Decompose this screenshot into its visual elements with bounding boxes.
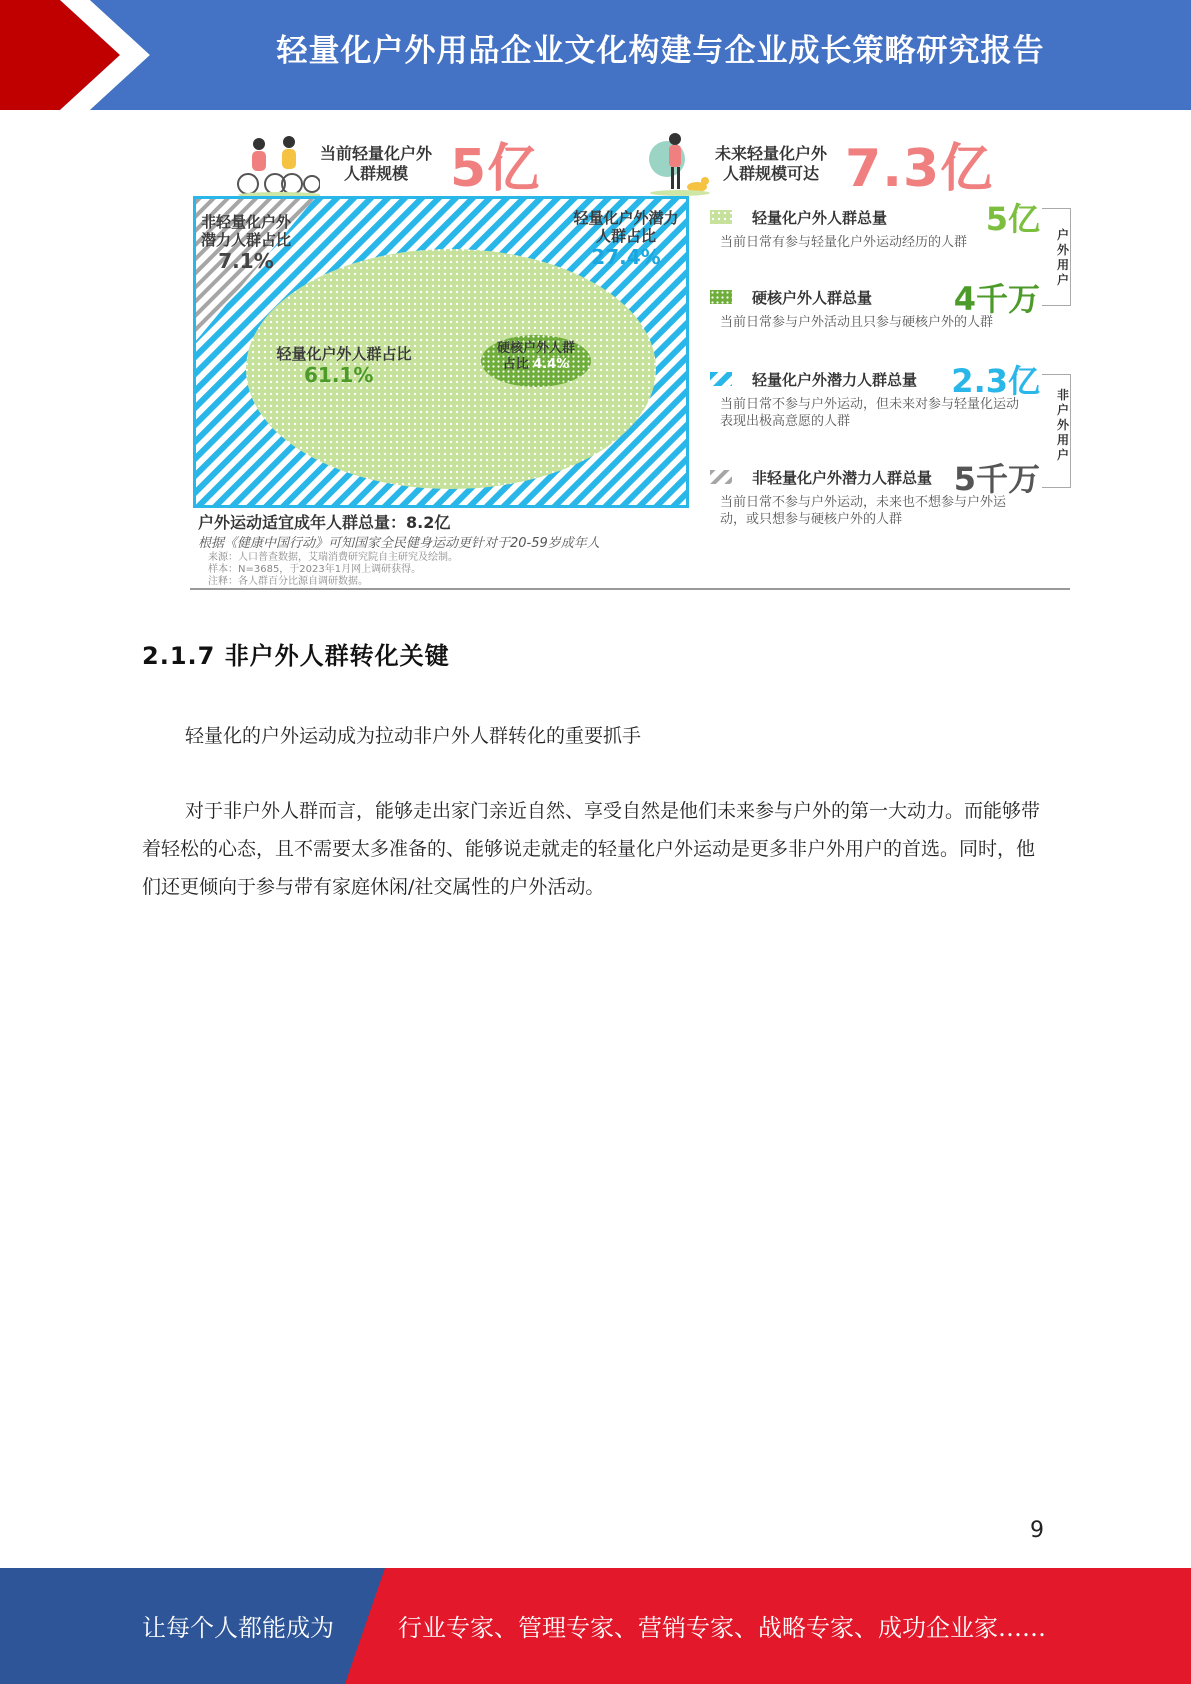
footer-slogan-left: 让每个人都能成为: [142, 1614, 334, 1642]
hardcore-segment-label: [481, 341, 591, 373]
section-heading: 2.1.7 非户外人群转化关键: [142, 642, 450, 670]
total-population-line: 户外运动适宜成年人群总量：8.2亿: [198, 513, 451, 532]
legend-title-hardcore: 硬核户外人群总量: [752, 288, 873, 307]
light-label-text: 轻量化户外人群占比: [276, 345, 412, 363]
non-light-pct: 7.1%: [218, 249, 274, 273]
sample-line: 样本：N=3685，于2023年1月网上调研获得。: [208, 564, 422, 575]
non-light-label-line1: 非轻量化户外: [200, 213, 291, 231]
legend-item-non-light: [710, 460, 1040, 528]
legend-value-potential: 2.3亿: [951, 362, 1040, 400]
footer-slogan-right: 行业专家、管理专家、营销专家、战略专家、成功企业家……: [398, 1614, 1046, 1642]
paragraph-1: 轻量化的户外运动成为拉动非户外人群转化的重要抓手: [185, 725, 642, 747]
current-stat-value: 5亿: [450, 139, 541, 199]
legend-value-hardcore: 4千万: [953, 280, 1040, 318]
legend-title-light: 轻量化户外人群总量: [752, 208, 888, 227]
hardcore-label-line1: 硬核户外人群: [496, 341, 575, 356]
future-stat-value: 7.3亿: [845, 139, 994, 199]
dog-walker-icon: [645, 129, 715, 199]
cycling-couple-icon: [230, 129, 320, 199]
future-stat: [645, 126, 993, 201]
future-label-line2: 人群规模可达: [723, 163, 820, 183]
non-light-label-line2: 潜力人群占比: [200, 231, 291, 249]
page-number: 9: [1030, 1518, 1044, 1543]
potential-pct: 27.4%: [591, 245, 661, 269]
paragraph-2: 对于非户外人群而言，能够走出家门亲近自然、享受自然是他们未来参与户外的第一大动力。而能够带着轻松的心态，且不需要太多准备的、能够说走就走的轻量化户外运动是更多非户外用户的首选。同时，他们还更倾向于参与带有家庭休闲/社交属性的户外活动。: [142, 800, 1041, 898]
page-header: [0, 0, 1191, 110]
potential-label-line2: 人群占比: [595, 227, 656, 245]
outdoor-users-label: 户外用户: [1056, 228, 1069, 287]
hardcore-label-line2: 占比: [502, 357, 529, 372]
page-footer: [0, 1568, 1191, 1684]
current-stat: [230, 126, 540, 201]
legend-item-potential: [710, 362, 1040, 430]
potential-label-line1: 轻量化户外潜力: [573, 209, 679, 227]
legend-desc-hardcore: 当前日常参与户外活动且只参与硬核户外的人群: [720, 315, 994, 330]
potential-segment-label: [568, 209, 684, 269]
legend-value-light: 5亿: [985, 200, 1040, 238]
legend-item-light: [710, 200, 1040, 251]
light-pct: 61.1%: [304, 363, 374, 387]
non-light-segment-label: [198, 213, 294, 273]
light-pattern-swatch: [710, 210, 732, 224]
future-label-line1: 未来轻量化户外: [715, 143, 828, 163]
population-composition-diagram: [193, 196, 689, 508]
non-light-pattern-swatch: [710, 470, 732, 484]
infographic: [190, 118, 1080, 598]
infographic-bottom-rule: [190, 588, 1070, 590]
legend-title-non-light: 非轻量化户外潜力人群总量: [752, 468, 933, 487]
legend-desc-light: 当前日常有参与轻量化户外运动经历的人群: [720, 235, 968, 250]
hardcore-pct: 4.4%: [533, 357, 570, 372]
hardcore-pattern-swatch: [710, 290, 732, 304]
source-line: 来源：人口普查数据，艾瑞消费研究院自主研究及绘制。: [208, 552, 458, 563]
current-label-line2: 人群规模: [344, 163, 409, 183]
light-segment-label: [264, 345, 424, 387]
current-stat-label: [320, 144, 432, 184]
notes-line: 注释：各人群百分比源自调研数据。: [208, 576, 368, 587]
current-label-line1: 当前轻量化户外: [320, 143, 433, 163]
report-title: 轻量化户外用品企业文化构建与企业成长策略研究报告: [276, 33, 1045, 69]
legend-value-non-light: 5千万: [953, 460, 1040, 498]
future-stat-label: [715, 144, 827, 184]
potential-pattern-swatch: [710, 372, 732, 386]
non-outdoor-users-label: 非户外用户: [1056, 388, 1069, 462]
legend-desc-non-light: 当前日常不参与户外运动，未来也不想参与户外运动，或只想参与硬核户外的人群: [720, 495, 1007, 527]
legend-title-potential: 轻量化户外潜力人群总量: [752, 370, 918, 389]
legend-desc-potential: 当前日常不参与户外运动，但未来对参与轻量化运动表现出极高意愿的人群: [720, 397, 1020, 429]
legend-item-hardcore: [710, 280, 1040, 331]
health-china-note: 根据《健康中国行动》可知国家全民健身运动更针对于20-59岁成年人: [198, 536, 600, 551]
